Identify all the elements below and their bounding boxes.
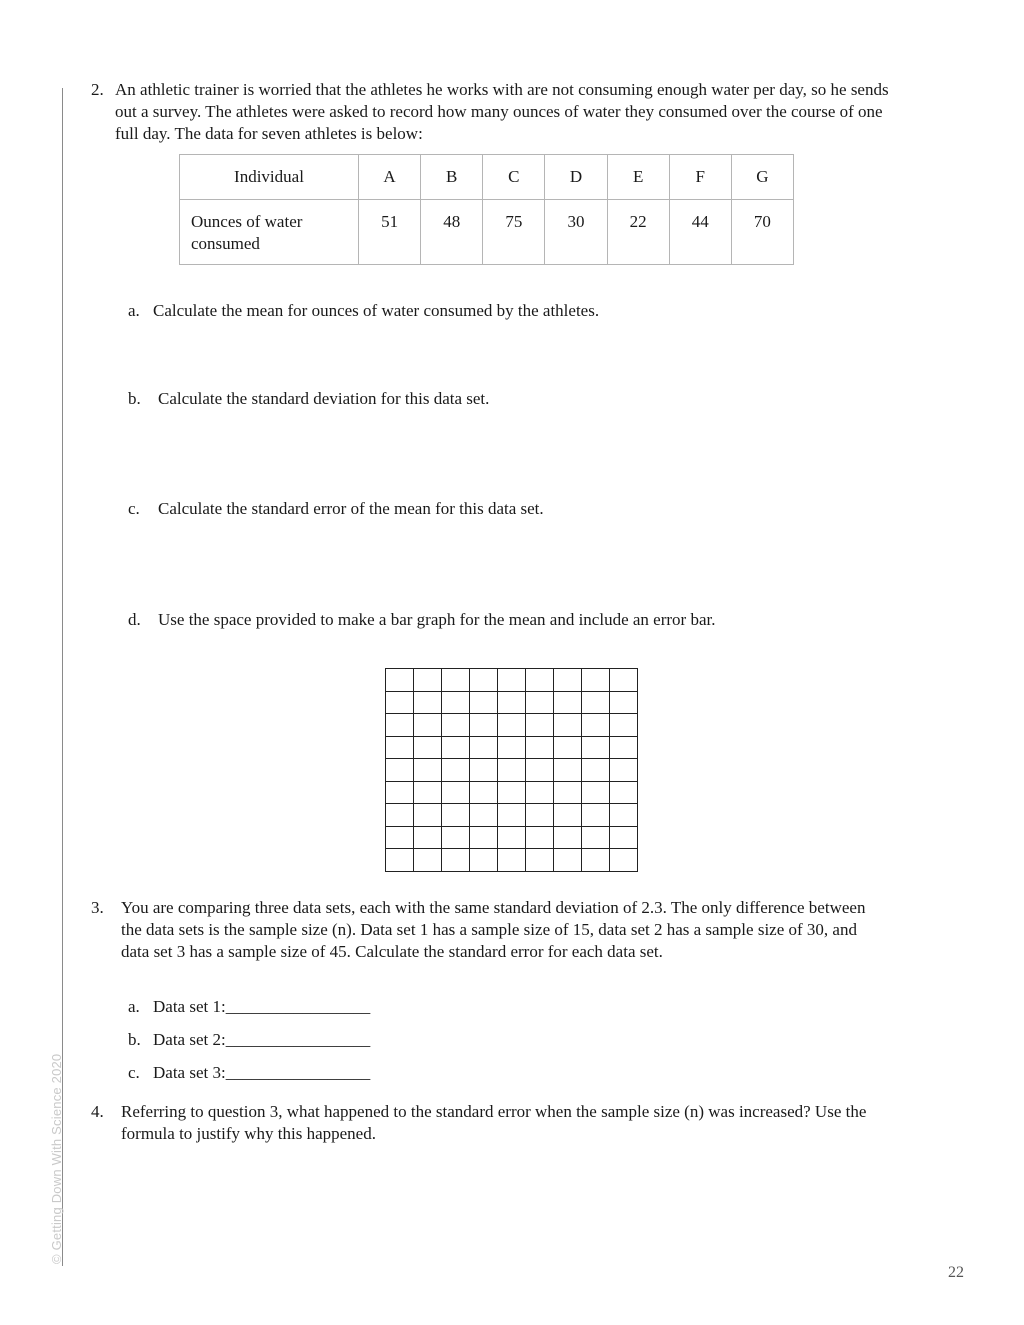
table-header-cell: G — [731, 155, 793, 200]
grid-cell — [526, 737, 554, 760]
grid-cell — [442, 737, 470, 760]
grid-cell — [470, 849, 498, 872]
grid-cell — [582, 827, 610, 850]
grid-cell — [582, 692, 610, 715]
grid-cell — [498, 759, 526, 782]
table-header-row — [180, 155, 794, 200]
question-3-line-2: the data sets is the sample size (n). Data set 1 has a sample size of 15, data set 2 has a sample size of 30, and — [121, 920, 857, 939]
grid-cell — [386, 737, 414, 760]
question-3-line-3: data set 3 has a sample size of 45. Calculate the standard error for each data set. — [121, 942, 663, 961]
grid-cell — [526, 804, 554, 827]
grid-cell — [554, 669, 582, 692]
question-4-line-1: Referring to question 3, what happened to the standard error when the sample size (n) was increased? Use the — [121, 1102, 867, 1121]
table-row-label — [180, 200, 359, 265]
answer-line-data-set-3[interactable]: Data set 3:_________________ — [153, 1063, 371, 1082]
grid-cell — [554, 804, 582, 827]
grid-cell — [442, 714, 470, 737]
grid-cell — [414, 782, 442, 805]
question-3-text — [121, 897, 971, 963]
part-letter: c. — [128, 1063, 140, 1082]
table-header-cell: E — [607, 155, 669, 200]
grid-cell — [610, 849, 638, 872]
grid-cell — [554, 714, 582, 737]
part-letter: b. — [128, 389, 141, 408]
grid-cell — [386, 849, 414, 872]
table-header-cell: D — [545, 155, 607, 200]
grid-cell — [610, 737, 638, 760]
table-header-cell: C — [483, 155, 545, 200]
grid-cell — [610, 669, 638, 692]
question-2-line-1: An athletic trainer is worried that the athletes he works with are not consuming enough water per day, so he sends — [115, 80, 889, 99]
question-3-number: 3. — [91, 898, 104, 917]
table-cell: 30 — [545, 200, 607, 265]
grid-cell — [498, 737, 526, 760]
grid-cell — [610, 714, 638, 737]
table-cell: 51 — [359, 200, 421, 265]
grid-cell — [414, 804, 442, 827]
grid-cell — [610, 759, 638, 782]
grid-cell — [498, 692, 526, 715]
grid-cell — [554, 827, 582, 850]
grid-cell — [526, 759, 554, 782]
grid-cell — [526, 714, 554, 737]
grid-cell — [498, 782, 526, 805]
grid-cell — [610, 692, 638, 715]
table-row — [180, 200, 794, 265]
grid-cell — [582, 759, 610, 782]
part-letter: a. — [128, 997, 140, 1016]
grid-cell — [554, 759, 582, 782]
grid-cell — [442, 669, 470, 692]
grid-cell — [582, 737, 610, 760]
part-text: Calculate the standard deviation for this data set. — [158, 389, 490, 408]
question-2-number: 2. — [91, 80, 104, 99]
grid-cell — [386, 804, 414, 827]
question-4-number: 4. — [91, 1102, 104, 1121]
part-letter: c. — [128, 499, 140, 518]
grid-cell — [582, 804, 610, 827]
question-2-line-3: full day. The data for seven athletes is below: — [115, 124, 423, 143]
question-3-line-1: You are comparing three data sets, each with the same standard deviation of 2.3. The only difference between — [121, 898, 866, 917]
question-2-text — [115, 79, 975, 145]
table-cell: 22 — [607, 200, 669, 265]
grid-cell — [386, 669, 414, 692]
grid-cell — [442, 804, 470, 827]
row-label-line-2: consumed — [191, 234, 260, 253]
grid-cell — [414, 759, 442, 782]
grid-cell — [442, 827, 470, 850]
table-header-cell: Individual — [180, 155, 359, 200]
grid-cell — [470, 782, 498, 805]
table-header-cell: A — [359, 155, 421, 200]
table-cell: 70 — [731, 200, 793, 265]
part-letter: a. — [128, 301, 140, 320]
grid-cell — [526, 827, 554, 850]
table-header-cell: F — [669, 155, 731, 200]
answer-line-data-set-1[interactable]: Data set 1:_________________ — [153, 997, 371, 1016]
table-cell: 75 — [483, 200, 545, 265]
grid-cell — [526, 692, 554, 715]
grid-cell — [498, 804, 526, 827]
grid-cell — [470, 804, 498, 827]
grid-cell — [498, 669, 526, 692]
grid-cell — [526, 669, 554, 692]
grid-cell — [498, 827, 526, 850]
bar-graph-grid[interactable] — [385, 668, 638, 872]
row-label-line-1: Ounces of water — [191, 212, 303, 231]
grid-cell — [554, 737, 582, 760]
table-cell: 48 — [421, 200, 483, 265]
grid-cell — [414, 714, 442, 737]
part-text: Calculate the standard error of the mean for this data set. — [158, 499, 544, 518]
table-header-cell: B — [421, 155, 483, 200]
part-letter: b. — [128, 1030, 141, 1049]
grid-cell — [386, 782, 414, 805]
grid-cell — [582, 849, 610, 872]
grid-cell — [386, 714, 414, 737]
grid-cell — [498, 849, 526, 872]
grid-cell — [470, 759, 498, 782]
grid-cell — [582, 714, 610, 737]
grid-cell — [554, 692, 582, 715]
part-text: Use the space provided to make a bar graph for the mean and include an error bar. — [158, 610, 716, 629]
water-data-table — [179, 154, 794, 265]
grid-cell — [582, 669, 610, 692]
question-4-line-2: formula to justify why this happened. — [121, 1124, 376, 1143]
grid-cell — [498, 714, 526, 737]
table-cell: 44 — [669, 200, 731, 265]
grid-cell — [414, 827, 442, 850]
grid-cell — [470, 827, 498, 850]
grid-cell — [386, 827, 414, 850]
grid-cell — [582, 782, 610, 805]
grid-cell — [414, 669, 442, 692]
grid-cell — [554, 849, 582, 872]
part-letter: d. — [128, 610, 141, 629]
grid-cell — [470, 692, 498, 715]
grid-cell — [526, 782, 554, 805]
grid-cell — [414, 692, 442, 715]
grid-cell — [442, 692, 470, 715]
grid-cell — [610, 782, 638, 805]
grid-cell — [470, 737, 498, 760]
grid-cell — [610, 827, 638, 850]
page-number: 22 — [948, 1264, 964, 1281]
grid-cell — [414, 737, 442, 760]
answer-line-data-set-2[interactable]: Data set 2:_________________ — [153, 1030, 371, 1049]
grid-cell — [442, 759, 470, 782]
grid-cell — [442, 782, 470, 805]
grid-cell — [414, 849, 442, 872]
question-4-text — [121, 1101, 971, 1145]
question-2-line-2: out a survey. The athletes were asked to record how many ounces of water they consumed over the course of one — [115, 102, 883, 121]
grid-cell — [386, 692, 414, 715]
grid-cell — [526, 849, 554, 872]
grid-cell — [386, 759, 414, 782]
grid-cell — [610, 804, 638, 827]
part-text: Calculate the mean for ounces of water consumed by the athletes. — [153, 301, 600, 320]
grid-cell — [442, 849, 470, 872]
copyright-watermark: © Getting Down With Science 2020 — [49, 1053, 64, 1264]
grid-cell — [554, 782, 582, 805]
grid-cell — [470, 669, 498, 692]
grid-cell — [470, 714, 498, 737]
